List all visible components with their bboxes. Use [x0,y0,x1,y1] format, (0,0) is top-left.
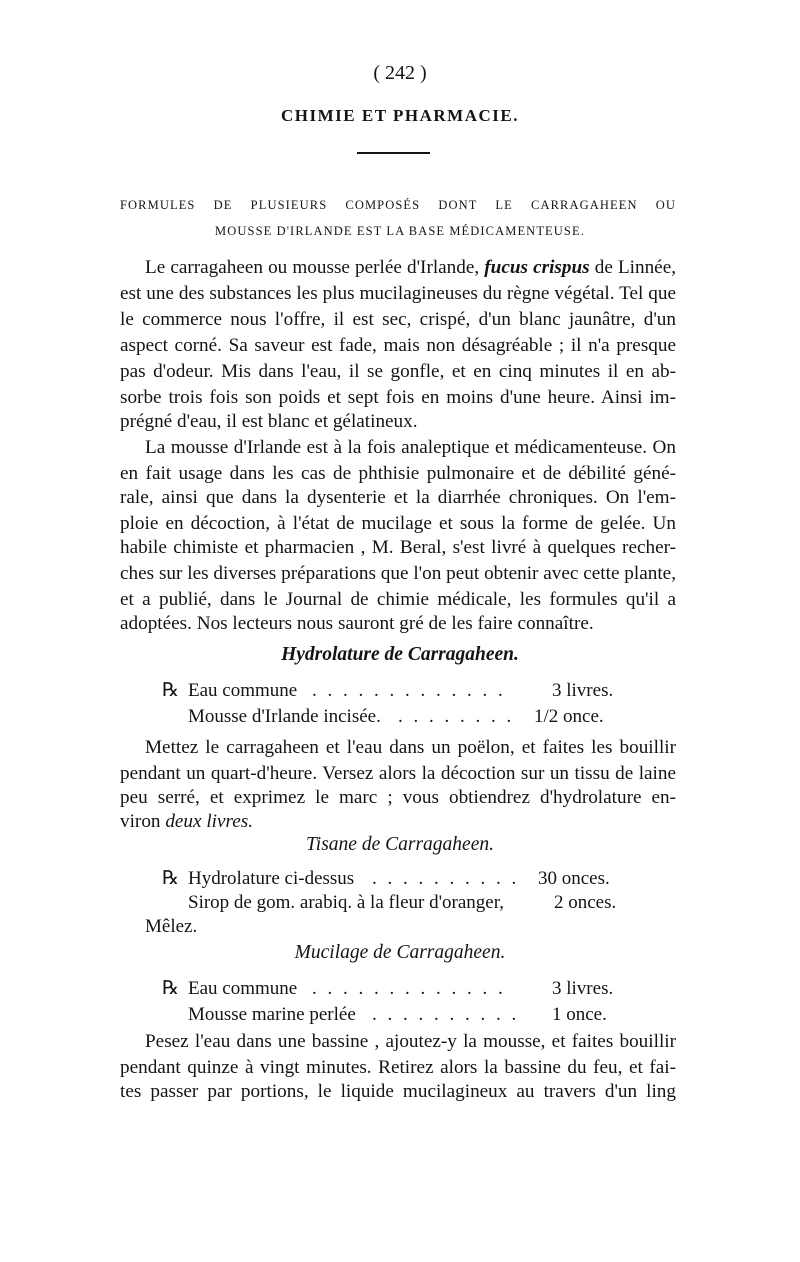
ingredient-row [162,1002,632,1028]
intro-p2-line-5: habile chimiste et pharmacien , M. Beral, s'est livré à quelques recher- [120,537,676,558]
intro-p2-line-7: et a publié, dans le Journal de chimie médicale, les formules qu'il a [120,589,676,610]
ingredient-quantity: 3 livres. [552,978,614,999]
ingredient-name: Mousse marine perlée [188,1004,356,1025]
section-title: CHIMIE ET PHARMACIE. [281,106,519,125]
intro-p2-line-2: en fait usage dans les cas de phthisie pulmonaire et de débilité géné- [120,463,676,484]
ingredient-row [162,704,632,730]
ingredient-name: Sirop de gom. arabiq. à la fleur d'oranger, [188,892,505,913]
recipe-title-hydrolature: Hydrolature de Carragaheen. [281,644,519,665]
mix-instruction: Mêlez. [145,916,198,937]
hydrolature-text-line-3: peu serré, et exprimez le marc ; vous obtiendrez d'hydrolature en- [120,787,676,808]
leader-dots: . . . . . . . . [398,706,515,727]
title-rule [357,152,430,154]
intro-p2-line-6: ches sur les diverses préparations que l'on peut obtenir avec cette plante, [120,563,676,584]
ingredient-row [162,890,632,916]
ingredient-quantity: 3 livres. [552,680,614,701]
leader-dots: . . . . . . . . . . [372,1004,520,1025]
intro-p2-line-8: adoptées. Nos lecteurs nous sauront gré de les faire connaître. [120,613,594,634]
mucilage-text-line-1: Pesez l'eau dans une bassine , ajoutez-y la mousse, et faites bouillir [145,1031,676,1052]
article-subtitle-line-1: FORMULES DE PLUSIEURS COMPOSÉS DONT LE CARRAGAHEEN OU [120,198,676,212]
ingredient-quantity: 1/2 once. [534,706,604,727]
intro-p2-line-3: rale, ainsi que dans la dysenterie et la diarrhée chroniques. On l'em- [120,487,676,508]
ingredient-row [162,678,632,704]
ingredient-name: Mousse d'Irlande incisée. [188,706,381,727]
recipe-icon: ℞ [162,868,180,889]
ingredient-quantity: 1 once. [552,1004,607,1025]
ingredient-name: Eau commune [188,680,298,701]
intro-p1-line-5: pas d'odeur. Mis dans l'eau, il se gonfle, et en cinq minutes il en ab- [120,361,676,382]
intro-p1-line-6: sorbe trois fois son poids et sept fois en moins d'une heure. Ainsi im- [120,387,676,408]
intro-p2-line-4: ploie en décoction, à l'état de mucilage et sous la forme de gelée. Un [120,513,676,534]
hydrolature-text-line-4: viron deux livres. [120,811,254,832]
ingredient-name: Eau commune [188,978,298,999]
recipe-title-tisane: Tisane de Carragaheen. [306,834,494,855]
intro-p1-line-3: le commerce nous l'offre, il est sec, crispé, d'un blanc jaunâtre, d'un [120,309,676,330]
page-number: ( 242 ) [373,62,427,84]
leader-dots: . . . . . . . . . . [372,868,520,889]
ingredient-row [162,976,632,1002]
recipe-icon: ℞ [162,978,180,999]
mucilage-text-line-2: pendant quinze à vingt minutes. Retirez alors la bassine du feu, et fai- [120,1057,676,1078]
recipe-icon: ℞ [162,680,180,701]
ingredient-name: Hydrolature ci-dessus [188,868,355,889]
intro-p1-line-1: Le carragaheen ou mousse perlée d'Irlande, fucus crispus de Linnée, [145,257,677,278]
mucilage-text-line-3: tes passer par portions, le liquide mucilagineux au travers d'un ling [120,1081,676,1102]
hydrolature-text-line-2: pendant un quart-d'heure. Versez alors la décoction sur un tissu de laine [120,763,676,784]
ingredient-quantity: 2 onces. [554,892,617,913]
leader-dots: . . . . . . . . . . . . . [312,978,506,999]
article-subtitle-line-2: MOUSSE D'IRLANDE EST LA BASE MÉDICAMENTEUSE. [215,224,585,238]
recipe-title-mucilage: Mucilage de Carragaheen. [294,942,506,963]
ingredient-quantity: 30 onces. [538,868,610,889]
intro-p1-line-4: aspect corné. Sa saveur est fade, mais non désagréable ; il n'a presque [120,335,676,356]
intro-p1-line-7: prégné d'eau, il est blanc et gélatineux. [120,411,418,432]
intro-p1-line-2: est une des substances les plus mucilagineuses du règne végétal. Tel que [120,283,676,304]
ingredient-row [162,866,632,892]
hydrolature-text-line-1: Mettez le carragaheen et l'eau dans un poëlon, et faites les bouillir [145,737,676,758]
leader-dots: . . . . . . . . . . . . . [312,680,506,701]
intro-p2-line-1: La mousse d'Irlande est à la fois analeptique et médicamenteuse. On [145,437,676,458]
